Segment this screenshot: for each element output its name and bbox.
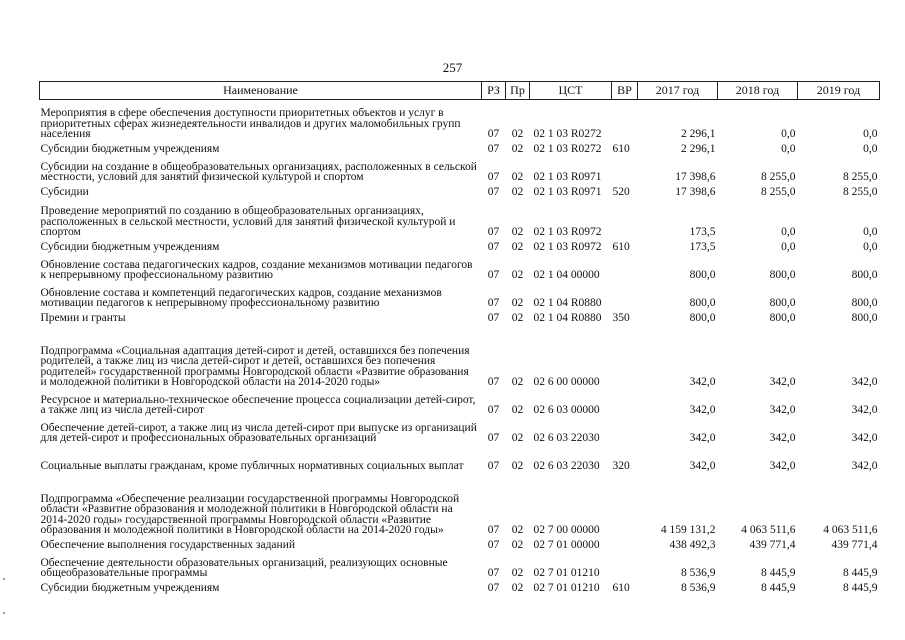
row-cst: 02 1 04 00000 (533, 269, 600, 281)
scan-mark (3, 578, 5, 580)
row-name: Субсидии бюджетным учреждениям (40, 143, 220, 155)
row-vr (612, 536, 638, 551)
header-2017: 2017 год (638, 82, 718, 100)
row-2018: 800,0 (769, 269, 796, 281)
row-pr: 02 (511, 582, 524, 594)
row-2017: 800,0 (689, 312, 716, 324)
row-2019: 342,0 (851, 376, 878, 388)
row-rz: 07 (487, 186, 500, 198)
row-rz: 07 (487, 143, 500, 155)
row-2019: 4 063 511,6 (823, 524, 878, 536)
row-2019: 800,0 (851, 312, 878, 324)
row-2019: 0,0 (863, 241, 878, 253)
row-rz: 07 (487, 524, 500, 536)
row-pr: 02 (511, 143, 524, 155)
row-rz: 07 (487, 171, 500, 183)
row-vr: 320 (612, 460, 630, 472)
row-2019: 0,0 (863, 143, 878, 155)
table-row (40, 472, 880, 536)
table-row (40, 579, 880, 594)
row-pr: 02 (511, 312, 524, 324)
row-pr: 02 (511, 269, 524, 281)
table-row (40, 140, 880, 155)
row-vr: 350 (612, 312, 630, 324)
row-pr: 02 (511, 539, 524, 551)
row-name: Мероприятия в сфере обеспечения доступности приоритетных объектов и услуг в приоритетных сферах жизнедеятельности инвалидов и других маломобильных групп населения (40, 107, 461, 140)
row-pr: 02 (511, 524, 524, 536)
row-vr (612, 324, 638, 388)
row-rz: 07 (487, 312, 500, 324)
row-name: Ресурсное и материально-техническое обеспечение процесса социализации детей-сирот, а также лиц из числа детей-сирот (40, 393, 476, 416)
row-cst: 02 7 00 00000 (533, 524, 600, 536)
row-2019: 342,0 (851, 432, 878, 444)
table-row (40, 281, 880, 309)
row-2017: 8 536,9 (681, 582, 716, 594)
row-2018: 0,0 (781, 241, 796, 253)
row-vr (612, 198, 638, 238)
header-cst: ЦСТ (530, 82, 612, 100)
row-pr: 02 (511, 460, 524, 472)
row-vr (612, 253, 638, 281)
row-2019: 342,0 (851, 460, 878, 472)
header-name: Наименование (40, 82, 482, 100)
table-row (40, 551, 880, 579)
table-row (40, 444, 880, 472)
row-2017: 4 159 131,2 (660, 524, 716, 536)
row-name: Социальные выплаты гражданам, кроме публичных нормативных социальных выплат (40, 460, 464, 472)
row-rz: 07 (487, 376, 500, 388)
row-vr: 520 (612, 186, 630, 198)
row-2018: 0,0 (781, 143, 796, 155)
row-2017: 438 492,3 (669, 539, 716, 551)
table-row (40, 253, 880, 281)
row-cst: 02 1 03 R0972 (533, 226, 602, 238)
row-cst: 02 6 03 22030 (533, 432, 600, 444)
row-2018: 0,0 (781, 128, 796, 140)
row-cst: 02 6 00 00000 (533, 376, 600, 388)
row-cst: 02 1 04 R0880 (533, 297, 602, 309)
row-2018: 439 771,4 (749, 539, 796, 551)
row-name: Подпрограмма «Социальная адаптация детей-сирот и детей, оставшихся без попечения родителей, а также лиц из числа детей-сирот и детей, оставшихся без попечения родителей» государственной программы Новгородской области «Развитие образования и молодежной политики в Новгородской области на 2014-2020 годы» (40, 344, 470, 388)
row-2019: 800,0 (851, 297, 878, 309)
row-name: Субсидии на создание в общеобразовательных организациях, расположенных в сельской местности, условий для занятий физической культурой и спортом (40, 160, 477, 183)
row-2018: 342,0 (769, 460, 796, 472)
row-2019: 8 255,0 (843, 186, 878, 198)
row-2018: 8 445,9 (761, 582, 796, 594)
row-2017: 2 296,1 (681, 128, 716, 140)
row-2019: 439 771,4 (831, 539, 878, 551)
budget-table (39, 81, 880, 594)
header-pr: Пр (506, 82, 530, 100)
row-vr (612, 155, 638, 183)
row-cst: 02 1 03 R0972 (533, 241, 602, 253)
row-name: Проведение мероприятий по созданию в общеобразовательных организациях, расположенных в сельской местности, условий для занятий физической культурой и спортом (40, 205, 456, 238)
row-2018: 342,0 (769, 432, 796, 444)
table-row (40, 238, 880, 253)
row-cst: 02 7 01 01210 (533, 567, 600, 579)
table-row (40, 536, 880, 551)
row-name: Обеспечение деятельности образовательных организаций, реализующих основные общеобразовательные программы (40, 556, 448, 579)
table-row (40, 155, 880, 183)
row-2017: 17 398,6 (675, 186, 716, 198)
row-rz: 07 (487, 226, 500, 238)
row-pr: 02 (511, 376, 524, 388)
row-2018: 4 063 511,6 (741, 524, 796, 536)
table-header-row (40, 82, 880, 100)
row-2019: 0,0 (863, 226, 878, 238)
row-2018: 342,0 (769, 404, 796, 416)
row-vr (612, 551, 638, 579)
row-2017: 17 398,6 (675, 171, 716, 183)
header-2018: 2018 год (718, 82, 798, 100)
row-vr (612, 416, 638, 444)
row-2017: 342,0 (689, 460, 716, 472)
row-pr: 02 (511, 432, 524, 444)
row-name: Подпрограмма «Обеспечение реализации государственной программы Новгородской области «Развитие образования и молодежной политики в Новгородской области на 2014-2020 годы» государственной программы Новгородской области «Развитие образования и молодежной политики в Новгородской области на 2014-2020 годы» (40, 492, 460, 536)
row-pr: 02 (511, 241, 524, 253)
row-rz: 07 (487, 128, 500, 140)
row-pr: 02 (511, 404, 524, 416)
row-cst: 02 1 03 R0272 (533, 128, 602, 140)
row-2019: 0,0 (863, 128, 878, 140)
row-vr: 610 (612, 582, 630, 594)
row-vr (612, 388, 638, 416)
row-2018: 8 445,9 (761, 567, 796, 579)
row-pr: 02 (511, 567, 524, 579)
row-2018: 8 255,0 (761, 171, 796, 183)
row-rz: 07 (487, 432, 500, 444)
row-name: Премии и гранты (40, 312, 126, 324)
row-pr: 02 (511, 171, 524, 183)
table-body (40, 100, 880, 594)
row-2019: 342,0 (851, 404, 878, 416)
row-rz: 07 (487, 539, 500, 551)
row-name: Субсидии бюджетным учреждениям (40, 582, 220, 594)
row-cst: 02 7 01 00000 (533, 539, 600, 551)
row-name: Обновление состава и компетенций педагогических кадров, создание механизмов мотивации педагогов к непрерывному профессиональному развитию (40, 286, 442, 309)
row-2017: 342,0 (689, 432, 716, 444)
row-cst: 02 7 01 01210 (533, 582, 600, 594)
row-rz: 07 (487, 460, 500, 472)
row-2017: 342,0 (689, 404, 716, 416)
row-2017: 173,5 (689, 241, 716, 253)
row-vr (612, 281, 638, 309)
table-row (40, 324, 880, 388)
row-pr: 02 (511, 226, 524, 238)
row-2019: 8 255,0 (843, 171, 878, 183)
row-rz: 07 (487, 404, 500, 416)
row-rz: 07 (487, 241, 500, 253)
header-vr: ВР (612, 82, 638, 100)
scan-mark (3, 612, 5, 614)
row-rz: 07 (487, 297, 500, 309)
row-2017: 800,0 (689, 297, 716, 309)
table-row (40, 183, 880, 198)
row-name: Обеспечение детей-сирот, а также лиц из числа детей-сирот при выпуске из организаций для детей-сирот и профессиональных образовательных организаций (40, 421, 477, 444)
header-2019: 2019 год (798, 82, 880, 100)
header-rz: РЗ (482, 82, 506, 100)
row-cst: 02 6 03 00000 (533, 404, 600, 416)
row-pr: 02 (511, 128, 524, 140)
row-cst: 02 1 03 R0971 (533, 171, 602, 183)
row-cst: 02 1 03 R0971 (533, 186, 602, 198)
row-2017: 800,0 (689, 269, 716, 281)
row-2019: 800,0 (851, 269, 878, 281)
row-rz: 07 (487, 582, 500, 594)
row-vr (612, 472, 638, 536)
row-name: Субсидии (40, 186, 89, 198)
table-row (40, 309, 880, 324)
row-2018: 8 255,0 (761, 186, 796, 198)
row-name: Обновление состава педагогических кадров, создание механизмов мотивации педагогов к непрерывному профессиональному развитию (40, 258, 473, 281)
row-name: Обеспечение выполнения государственных заданий (40, 539, 295, 551)
row-vr: 610 (612, 241, 630, 253)
row-2018: 800,0 (769, 297, 796, 309)
row-2017: 8 536,9 (681, 567, 716, 579)
page-number: 257 (442, 60, 463, 75)
row-cst: 02 1 04 R0880 (533, 312, 602, 324)
row-2019: 8 445,9 (843, 567, 878, 579)
table-row (40, 388, 880, 416)
table-row (40, 100, 880, 140)
row-rz: 07 (487, 269, 500, 281)
table-row (40, 416, 880, 444)
row-pr: 02 (511, 297, 524, 309)
table-row (40, 198, 880, 238)
row-2017: 342,0 (689, 376, 716, 388)
row-2017: 2 296,1 (681, 143, 716, 155)
row-rz: 07 (487, 567, 500, 579)
row-2018: 0,0 (781, 226, 796, 238)
row-vr: 610 (612, 143, 630, 155)
row-vr (612, 100, 638, 140)
row-cst: 02 6 03 22030 (533, 460, 600, 472)
row-2019: 8 445,9 (843, 582, 878, 594)
row-cst: 02 1 03 R0272 (533, 143, 602, 155)
row-name: Субсидии бюджетным учреждениям (40, 241, 220, 253)
row-2017: 173,5 (689, 226, 716, 238)
row-pr: 02 (511, 186, 524, 198)
row-2018: 342,0 (769, 376, 796, 388)
row-2018: 800,0 (769, 312, 796, 324)
